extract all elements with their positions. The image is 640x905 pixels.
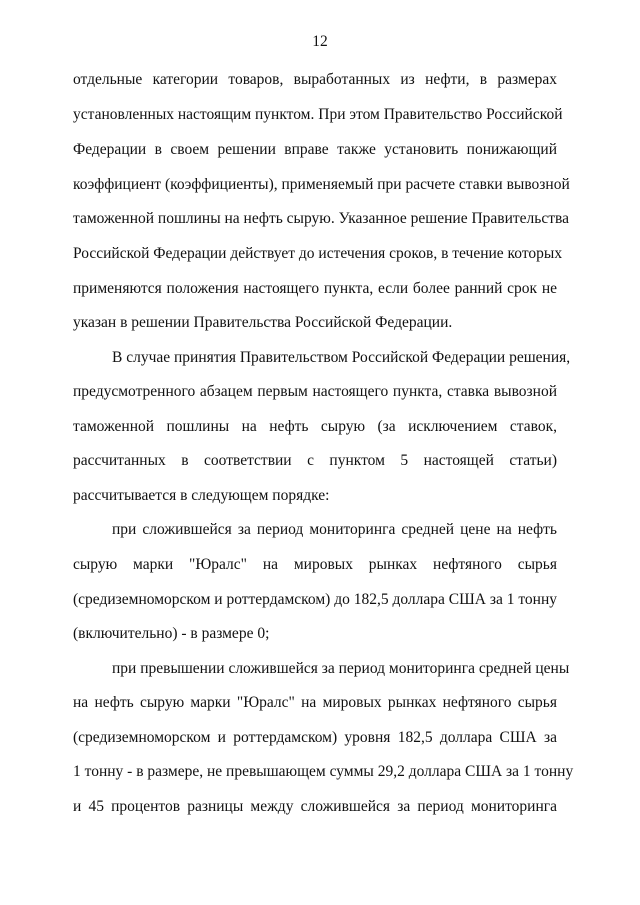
text-line: Федерации в своем решении вправе также установить понижающий	[73, 141, 557, 158]
text-line: при превышении сложившейся за период мониторинга средней цены	[112, 660, 570, 677]
text-line: (включительно) - в размере 0;	[73, 625, 270, 642]
text-line: и 45 процентов разницы между сложившейся за период мониторинга	[73, 798, 557, 815]
text-line: 1 тонну - в размере, не превышающем суммы 29,2 доллара США за 1 тонну	[73, 763, 574, 780]
text-line: предусмотренного абзацем первым настоящего пункта, ставка вывозной	[73, 383, 557, 400]
text-line: при сложившейся за период мониторинга средней цене на нефть	[112, 521, 557, 538]
text-line: установленных настоящим пунктом. При этом Правительство Российской	[73, 106, 563, 123]
text-line: коэффициент (коэффициенты), применяемый при расчете ставки вывозной	[73, 176, 570, 193]
text-line: отдельные категории товаров, выработанных из нефти, в размерах	[73, 71, 557, 88]
text-line: рассчитывается в следующем порядке:	[73, 487, 330, 504]
text-line: на нефть сырую марки "Юралс" на мировых рынках нефтяного сырья	[73, 694, 557, 711]
text-line: Российской Федерации действует до истечения сроков, в течение которых	[73, 245, 563, 262]
text-line: рассчитанных в соответствии с пунктом 5 настоящей статьи)	[73, 452, 557, 469]
text-line: (средиземноморском и роттердамском) уровня 182,5 доллара США за	[73, 729, 557, 746]
text-line: таможенной пошлины на нефть сырую. Указанное решение Правительства	[73, 210, 569, 227]
text-line: таможенной пошлины на нефть сырую (за исключением ставок,	[73, 418, 557, 435]
text-line: применяются положения настоящего пункта, если более ранний срок не	[73, 280, 557, 297]
page-number: 12	[312, 33, 328, 50]
text-line: (средиземноморском и роттердамском) до 182,5 доллара США за 1 тонну	[73, 591, 557, 608]
text-line: указан в решении Правительства Российской Федерации.	[73, 314, 453, 331]
text-line: сырую марки "Юралс" на мировых рынках нефтяного сырья	[73, 556, 557, 573]
text-line: В случае принятия Правительством Российской Федерации решения,	[112, 349, 571, 366]
